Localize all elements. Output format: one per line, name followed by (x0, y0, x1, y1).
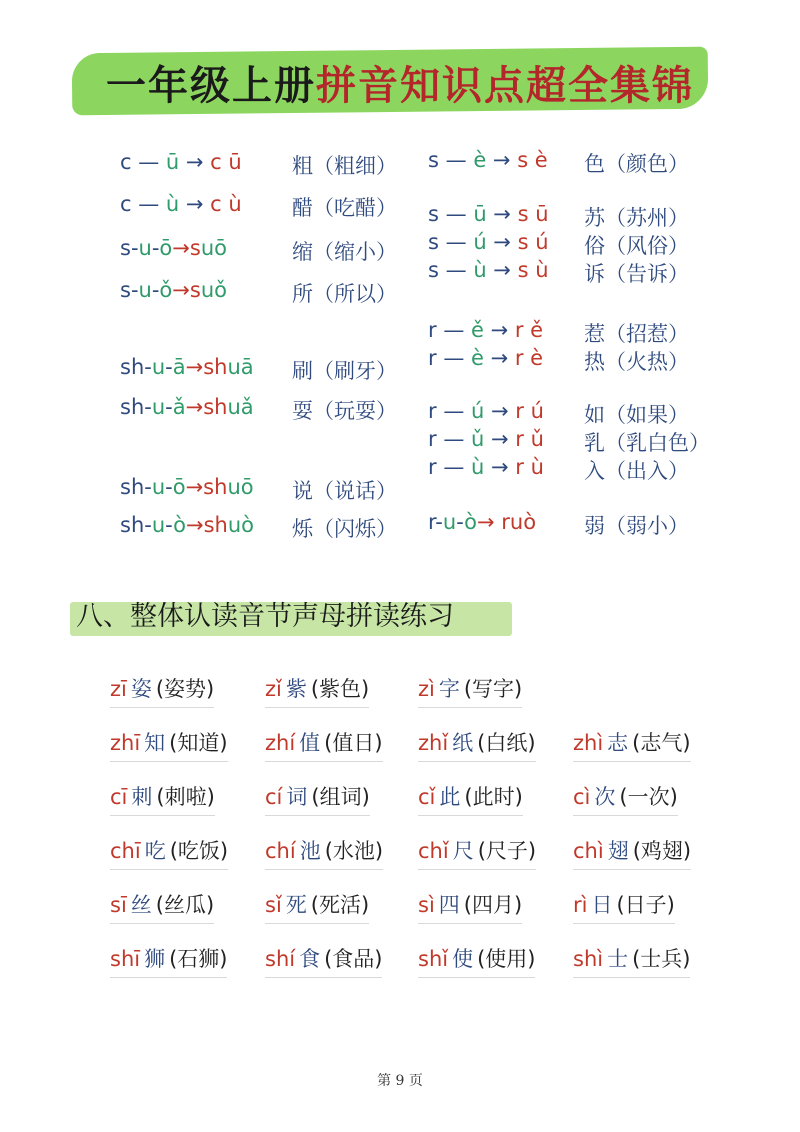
pinyin-part: u (200, 236, 215, 260)
syllable-pinyin: cī (110, 785, 128, 809)
pinyin-rule-row (428, 202, 549, 226)
example-word: (日子) (616, 893, 675, 917)
pinyin-spelling (120, 513, 254, 537)
syllable-hanzi: 此 (439, 785, 461, 809)
pinyin-rule-row (120, 395, 254, 419)
pinyin-rule-row (428, 427, 544, 451)
title-part-1: 一年级上册 (106, 63, 316, 109)
pinyin-part: r- (428, 510, 443, 534)
pinyin-part: — (438, 258, 474, 282)
pinyin-part: u (227, 355, 241, 379)
practice-cell (418, 943, 535, 978)
pinyin-part: ù (471, 455, 485, 479)
pinyin-part: — (131, 192, 166, 216)
pinyin-part: → (483, 346, 515, 370)
hanzi-word: 烁（闪烁） (292, 517, 397, 541)
practice-cell (265, 727, 383, 762)
pinyin-part: - (151, 236, 160, 260)
pinyin-part: →s (172, 236, 201, 260)
pinyin-spelling (428, 510, 536, 534)
pinyin-part: ō (159, 236, 173, 260)
syllable-pinyin: zhí (265, 731, 296, 755)
pinyin-rule-row (120, 278, 227, 302)
syllable-hanzi: 死 (285, 893, 307, 917)
pinyin-spelling (428, 318, 543, 342)
syllable-hanzi: 日 (591, 893, 613, 917)
pinyin-part: ù (473, 258, 487, 282)
syllable-pinyin: zī (110, 677, 127, 701)
pinyin-part: - (165, 475, 173, 499)
pinyin-spelling (120, 395, 254, 419)
pinyin-part: → (486, 202, 518, 226)
pinyin-spelling (428, 202, 549, 226)
pinyin-part: ò (173, 513, 186, 537)
pinyin-part: u (151, 355, 166, 379)
section-heading: 八、整体认读音节声母拼读练习 (76, 601, 454, 632)
pinyin-part: sh- (120, 395, 152, 419)
example-word: (鸡翅) (632, 839, 692, 863)
pinyin-part: ǔ (471, 427, 485, 451)
syllable-pinyin: shì (573, 947, 604, 971)
pinyin-part: ā (172, 355, 186, 379)
pinyin-part: u (151, 395, 166, 419)
hanzi-word: 入（出入） (584, 459, 689, 483)
pinyin-part: — (436, 318, 471, 342)
syllable-pinyin: cí (265, 785, 283, 809)
practice-cell (265, 943, 382, 978)
syllable-hanzi: 紫 (285, 677, 307, 701)
pinyin-part: ú (471, 399, 485, 423)
pinyin-part: s (428, 230, 439, 254)
syllable-pinyin: zhì (573, 731, 604, 755)
pinyin-part: ruò (501, 510, 537, 534)
pinyin-part: u (151, 475, 166, 499)
pinyin-part: ō (172, 475, 186, 499)
pinyin-part: → (179, 192, 211, 216)
syllable-hanzi: 四 (438, 893, 460, 917)
pinyin-part: c ù (210, 192, 242, 216)
pinyin-spelling (428, 427, 544, 451)
syllable-pinyin: sī (110, 893, 127, 917)
pinyin-part: s (428, 202, 439, 226)
syllable-pinyin: shí (265, 947, 296, 971)
pinyin-part: r (428, 346, 437, 370)
practice-cell (418, 727, 536, 762)
example-word: (知道) (169, 731, 228, 755)
syllable-pinyin: chǐ (418, 839, 449, 863)
pinyin-part: sh- (120, 475, 152, 499)
practice-cell (265, 835, 383, 870)
practice-cell (573, 943, 690, 978)
syllable-hanzi: 字 (438, 677, 460, 701)
pinyin-part: s- (120, 278, 139, 302)
pinyin-part: — (436, 455, 471, 479)
pinyin-part: → (179, 150, 211, 174)
practice-cell (418, 889, 522, 924)
pinyin-part: r (428, 427, 437, 451)
pinyin-part: r ǔ (515, 427, 544, 451)
pinyin-part: → (486, 148, 518, 172)
pinyin-part: r ú (515, 399, 544, 423)
pinyin-part: ǒ (159, 278, 173, 302)
syllable-hanzi: 士 (607, 947, 629, 971)
hanzi-word: 说（说话） (292, 479, 397, 503)
pinyin-part: u (227, 395, 241, 419)
pinyin-part: - (165, 513, 174, 537)
syllable-pinyin: sì (418, 893, 435, 917)
hanzi-word: 醋（吃醋） (292, 196, 397, 220)
hanzi-word: 如（如果） (584, 403, 689, 427)
pinyin-rule-row (120, 192, 242, 216)
example-word: (刺啦) (156, 785, 215, 809)
pinyin-spelling (428, 399, 544, 423)
hanzi-word: 惹（招惹） (584, 322, 689, 346)
hanzi-word: 俗（风俗） (584, 234, 689, 258)
pinyin-part: ā (240, 355, 254, 379)
hanzi-word: 诉（告诉） (584, 262, 689, 286)
pinyin-rule-row (120, 355, 254, 379)
syllable-hanzi: 纸 (452, 731, 474, 755)
pinyin-part: s (428, 258, 439, 282)
pinyin-part: r è (514, 346, 544, 370)
pinyin-part: è (471, 346, 484, 370)
pinyin-part: u (138, 236, 152, 260)
syllable-hanzi: 食 (299, 947, 321, 971)
hanzi-word: 苏（苏州） (584, 206, 689, 230)
page-number: 第 9 页 (377, 1073, 423, 1089)
practice-cell (110, 727, 228, 762)
example-word: (吃饭) (169, 839, 229, 863)
hanzi-word: 刷（刷牙） (292, 359, 397, 383)
pinyin-part: → (477, 510, 502, 534)
pinyin-part: →sh (185, 475, 228, 499)
pinyin-part: — (131, 150, 166, 174)
example-word: (值日) (324, 731, 383, 755)
pinyin-part: ū (473, 202, 487, 226)
practice-cell (418, 673, 522, 708)
pinyin-rule-row (428, 455, 544, 479)
page-title (0, 54, 800, 111)
hanzi-word: 热（火热） (584, 350, 689, 374)
pinyin-part: ú (473, 230, 487, 254)
practice-cell (573, 781, 678, 816)
example-word: (姿势) (155, 677, 215, 701)
pinyin-part: ū (165, 150, 180, 174)
syllable-pinyin: zì (418, 677, 435, 701)
example-word: (志气) (632, 731, 691, 755)
pinyin-part: è (473, 148, 487, 172)
pinyin-part: →sh (185, 513, 228, 537)
pinyin-rule-row (428, 399, 544, 423)
pinyin-part: s (428, 148, 439, 172)
syllable-pinyin: zǐ (265, 677, 282, 701)
syllable-pinyin: zhī (110, 731, 141, 755)
title-part-2: 拼音知识点超全集锦 (316, 63, 694, 109)
pinyin-part: r (428, 318, 437, 342)
pinyin-rule-row (428, 230, 549, 254)
hanzi-word: 缩（缩小） (292, 240, 397, 264)
syllable-hanzi: 吃 (144, 839, 166, 863)
pinyin-part: — (438, 230, 474, 254)
example-word: (四月) (463, 893, 523, 917)
example-word: (士兵) (632, 947, 691, 971)
syllable-pinyin: chì (573, 839, 604, 863)
practice-cell (418, 835, 536, 870)
hanzi-word: 弱（弱小） (584, 514, 689, 538)
syllable-pinyin: rì (573, 893, 588, 917)
pinyin-part: → (484, 427, 516, 451)
pinyin-part: u (227, 513, 242, 537)
pinyin-part: → (483, 318, 515, 342)
pinyin-part: u (151, 513, 166, 537)
syllable-hanzi: 丝 (130, 893, 152, 917)
example-word: (使用) (477, 947, 536, 971)
practice-cell (265, 673, 369, 708)
example-word: (白纸) (477, 731, 536, 755)
example-word: (此时) (464, 785, 523, 809)
pinyin-part: s ù (517, 258, 549, 282)
pinyin-rule-row (428, 258, 549, 282)
practice-cell (265, 889, 369, 924)
example-word: (死活) (310, 893, 370, 917)
pinyin-part: ù (165, 192, 180, 216)
pinyin-part: → (486, 258, 518, 282)
syllable-hanzi: 使 (452, 947, 474, 971)
pinyin-part: ō (240, 475, 254, 499)
pinyin-spelling (120, 236, 227, 260)
pinyin-rule-row (428, 510, 536, 534)
pinyin-part: r (428, 399, 437, 423)
pinyin-part: ō (214, 236, 227, 260)
pinyin-part: u (227, 475, 241, 499)
pinyin-part: c (120, 150, 132, 174)
syllable-pinyin: zhǐ (418, 731, 449, 755)
pinyin-rule-row (428, 346, 543, 370)
pinyin-part: s è (517, 148, 548, 172)
practice-cell (110, 835, 228, 870)
pinyin-part: c (120, 192, 132, 216)
example-word: (丝瓜) (155, 893, 215, 917)
example-word: (一次) (619, 785, 678, 809)
pinyin-part: s ú (517, 230, 549, 254)
syllable-hanzi: 尺 (452, 839, 474, 863)
pinyin-part: ǎ (240, 395, 254, 419)
example-word: (紫色) (310, 677, 370, 701)
pinyin-rule-row (428, 148, 548, 172)
syllable-hanzi: 狮 (144, 947, 166, 971)
pinyin-part: → (486, 230, 518, 254)
pinyin-spelling (120, 192, 242, 216)
hanzi-word: 粗（粗细） (292, 154, 397, 178)
pinyin-part: c ū (210, 150, 242, 174)
syllable-pinyin: cì (573, 785, 591, 809)
pinyin-rule-row (120, 513, 254, 537)
pinyin-part: - (151, 278, 160, 302)
pinyin-part: →sh (185, 355, 228, 379)
pinyin-rule-row (120, 236, 227, 260)
pinyin-spelling (120, 355, 254, 379)
pinyin-spelling (120, 150, 242, 174)
example-word: (尺子) (477, 839, 537, 863)
pinyin-part: u (200, 278, 215, 302)
pinyin-spelling (428, 258, 549, 282)
pinyin-rule-row (120, 150, 242, 174)
pinyin-spelling (428, 148, 548, 172)
pinyin-part: - (456, 510, 465, 534)
pinyin-part: ě (471, 318, 484, 342)
pinyin-part: — (436, 346, 471, 370)
pinyin-spelling (120, 475, 254, 499)
practice-cell (110, 889, 214, 924)
pinyin-part: r ù (515, 455, 544, 479)
pinyin-part: ò (241, 513, 254, 537)
pinyin-part: ǎ (172, 395, 186, 419)
pinyin-part: — (436, 399, 471, 423)
pinyin-spelling (428, 346, 543, 370)
example-word: (石狮) (169, 947, 228, 971)
syllable-hanzi: 池 (299, 839, 321, 863)
syllable-pinyin: cǐ (418, 785, 436, 809)
syllable-hanzi: 翅 (607, 839, 629, 863)
practice-cell (573, 727, 691, 762)
practice-cell (573, 889, 675, 924)
hanzi-word: 耍（玩耍） (292, 399, 397, 423)
syllable-hanzi: 刺 (131, 785, 153, 809)
pinyin-part: u (138, 278, 152, 302)
syllable-hanzi: 词 (286, 785, 308, 809)
pinyin-part: ǒ (214, 278, 227, 302)
practice-cell (110, 943, 227, 978)
practice-cell (110, 673, 214, 708)
example-word: (写字) (463, 677, 523, 701)
syllable-hanzi: 知 (144, 731, 166, 755)
pinyin-part: u (442, 510, 457, 534)
hanzi-word: 色（颜色） (584, 152, 689, 176)
syllable-hanzi: 志 (607, 731, 629, 755)
syllable-hanzi: 次 (594, 785, 616, 809)
pinyin-part: → (484, 455, 516, 479)
pinyin-part: — (438, 148, 474, 172)
syllable-pinyin: chí (265, 839, 296, 863)
pinyin-part: - (165, 355, 173, 379)
hanzi-word: 乳（乳白色） (584, 431, 710, 455)
syllable-pinyin: chī (110, 839, 141, 863)
practice-cell (573, 835, 691, 870)
pinyin-rule-row (120, 475, 254, 499)
example-word: (组词) (311, 785, 370, 809)
pinyin-rule-row (428, 318, 543, 342)
example-word: (食品) (324, 947, 383, 971)
pinyin-part: → (484, 399, 516, 423)
example-word: (水池) (324, 839, 384, 863)
syllable-pinyin: shǐ (418, 947, 449, 971)
pinyin-part: ò (464, 510, 478, 534)
pinyin-part: sh- (120, 513, 152, 537)
hanzi-word: 所（所以） (292, 282, 397, 306)
practice-cell (265, 781, 370, 816)
pinyin-spelling (428, 455, 544, 479)
pinyin-spelling (428, 230, 549, 254)
pinyin-part: — (438, 202, 474, 226)
practice-cell (110, 781, 215, 816)
pinyin-part: - (165, 395, 173, 419)
practice-cell (418, 781, 523, 816)
pinyin-part: →s (172, 278, 201, 302)
pinyin-part: sh- (120, 355, 152, 379)
syllable-pinyin: shī (110, 947, 141, 971)
syllable-hanzi: 值 (299, 731, 321, 755)
pinyin-part: r (428, 455, 437, 479)
pinyin-part: r ě (514, 318, 544, 342)
pinyin-part: →sh (185, 395, 228, 419)
pinyin-part: s- (120, 236, 139, 260)
syllable-pinyin: sǐ (265, 893, 282, 917)
pinyin-spelling (120, 278, 227, 302)
pinyin-part: s ū (517, 202, 549, 226)
pinyin-part: — (436, 427, 471, 451)
syllable-hanzi: 姿 (130, 677, 152, 701)
